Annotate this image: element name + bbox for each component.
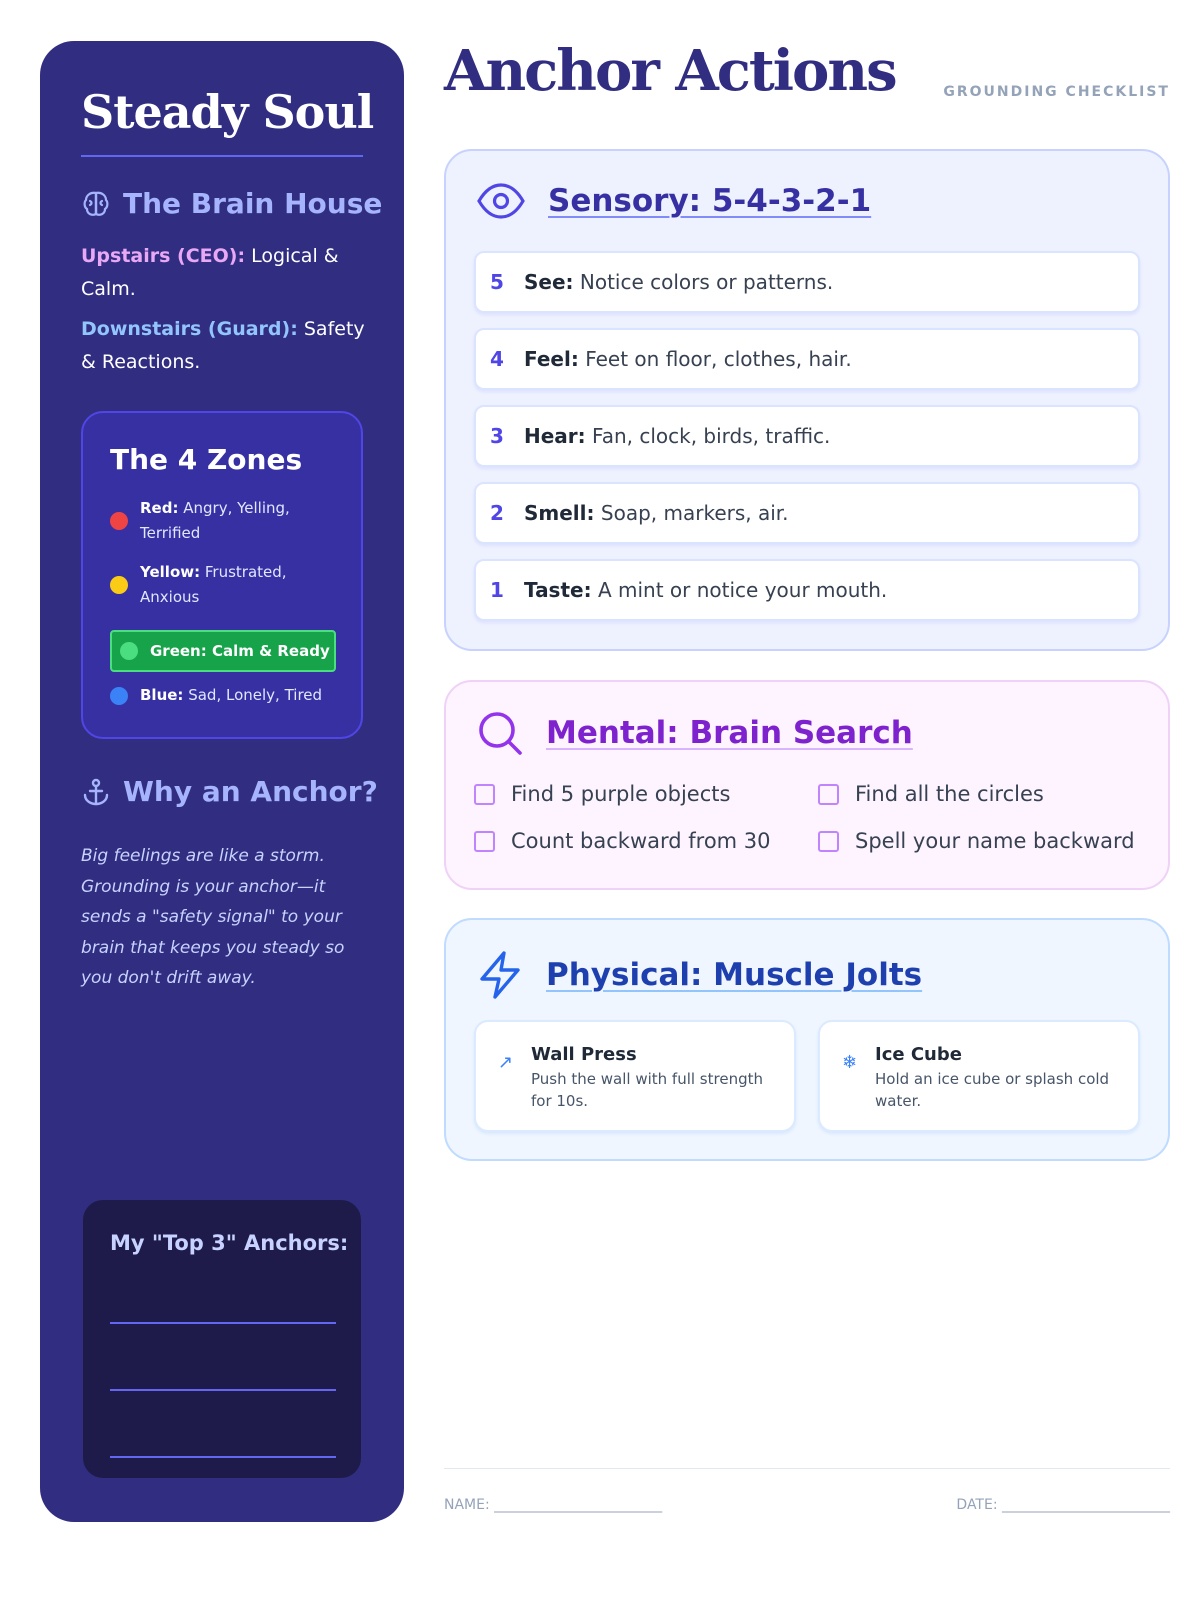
brain-house-title: The Brain House: [123, 187, 383, 220]
tile-title: Ice Cube: [875, 1044, 962, 1065]
search-icon: [476, 710, 524, 756]
sensory-title: Sensory: 5-4-3-2-1: [548, 183, 872, 219]
zone-yellow-text: Yellow: Frustrated, Anxious: [140, 563, 287, 606]
footer-divider: [444, 1468, 1170, 1469]
brand-title: Steady Soul: [81, 85, 374, 139]
ice-cube-tile: [818, 1020, 1140, 1132]
zone-blue: [110, 683, 332, 708]
mental-heading: [476, 710, 913, 756]
upstairs-value: Logical & Calm.: [81, 245, 339, 300]
checkbox-label: Find all the circles: [855, 782, 1044, 806]
page-subtitle: GROUNDING CHECKLIST: [943, 84, 1170, 100]
sense-row: [474, 251, 1140, 313]
checkbox[interactable]: [474, 784, 495, 805]
blue-dot-icon: [110, 687, 128, 705]
upstairs-line: [81, 240, 371, 306]
zones-title: The 4 Zones: [110, 443, 303, 476]
upstairs-key: Upstairs (CEO):: [81, 245, 246, 267]
top3-title: My "Top 3" Anchors:: [110, 1231, 349, 1255]
tile-desc: Push the wall with full strength for 10s.: [531, 1070, 763, 1110]
sidebar: [40, 41, 404, 1522]
brain-icon: [81, 189, 111, 219]
sense-text: Feel: Feet on floor, clothes, hair.: [524, 347, 852, 371]
mental-checkbox-item[interactable]: [818, 829, 1135, 853]
arrow-icon: ↗: [498, 1052, 514, 1073]
sense-text: Taste: A mint or notice your mouth.: [524, 578, 888, 602]
zones-card: [81, 411, 363, 739]
checkbox-label: Find 5 purple objects: [511, 782, 731, 806]
sense-text: See: Notice colors or patterns.: [524, 270, 834, 294]
brand-divider: [81, 155, 363, 157]
name-field[interactable]: NAME: ________________________: [444, 1497, 663, 1513]
sensory-heading: [476, 181, 871, 221]
snowflake-icon: ❄: [842, 1052, 858, 1073]
downstairs-line: [81, 313, 371, 379]
checkbox[interactable]: [818, 831, 839, 852]
write-line[interactable]: [110, 1322, 336, 1324]
top3-card: [81, 1198, 363, 1480]
checkbox[interactable]: [474, 831, 495, 852]
sense-number: 4: [490, 347, 504, 371]
sense-number: 2: [490, 501, 504, 525]
write-line[interactable]: [110, 1456, 336, 1458]
eye-icon: [476, 181, 526, 221]
anchor-icon: [81, 777, 111, 807]
checkbox-label: Spell your name backward: [855, 829, 1135, 853]
sense-number: 3: [490, 424, 504, 448]
physical-title: Physical: Muscle Jolts: [546, 957, 923, 993]
sensory-card: [444, 149, 1170, 651]
sense-row: [474, 482, 1140, 544]
physical-heading: [476, 950, 922, 1000]
sense-number: 1: [490, 578, 504, 602]
why-anchor-title: Why an Anchor?: [123, 775, 378, 808]
mental-checkbox-item[interactable]: [818, 782, 1044, 806]
zone-blue-text: Blue: Sad, Lonely, Tired: [140, 686, 323, 704]
zone-yellow: [110, 560, 332, 610]
lightning-icon: [476, 950, 524, 1000]
mental-title: Mental: Brain Search: [546, 715, 913, 751]
sense-row: [474, 559, 1140, 621]
mental-checkbox-item[interactable]: [474, 829, 771, 853]
zone-red: [110, 496, 332, 546]
tile-desc: Hold an ice cube or splash cold water.: [875, 1070, 1110, 1110]
green-dot-icon: [120, 642, 138, 660]
yellow-dot-icon: [110, 576, 128, 594]
sense-text: Hear: Fan, clock, birds, traffic.: [524, 424, 831, 448]
sense-text: Smell: Soap, markers, air.: [524, 501, 789, 525]
date-field[interactable]: DATE: ________________________: [956, 1497, 1170, 1513]
checkbox[interactable]: [818, 784, 839, 805]
red-dot-icon: [110, 512, 128, 530]
downstairs-value: Safety & Reactions.: [81, 318, 365, 373]
brain-house-heading: [81, 187, 382, 220]
mental-card: [444, 680, 1170, 890]
why-anchor-heading: [81, 775, 378, 808]
write-line[interactable]: [110, 1389, 336, 1391]
mental-checkbox-item[interactable]: [474, 782, 730, 806]
wall-press-tile: [474, 1020, 796, 1132]
checkbox-label: Count backward from 30: [511, 829, 771, 853]
physical-card: [444, 918, 1170, 1161]
zone-red-text: Red: Angry, Yelling, Terrified: [140, 499, 290, 542]
sense-row: [474, 328, 1140, 390]
sense-row: [474, 405, 1140, 467]
zone-green: [110, 630, 336, 672]
downstairs-key: Downstairs (Guard):: [81, 318, 298, 340]
zone-green-text: Green: Calm & Ready: [150, 641, 330, 660]
sense-number: 5: [490, 270, 504, 294]
why-anchor-text: Big feelings are like a storm. Grounding is your anchor—it sends a "safety signal" to your brain that keeps you steady so you don't drift away.: [81, 846, 345, 988]
page-title: Anchor Actions: [444, 38, 896, 104]
tile-title: Wall Press: [531, 1044, 637, 1065]
